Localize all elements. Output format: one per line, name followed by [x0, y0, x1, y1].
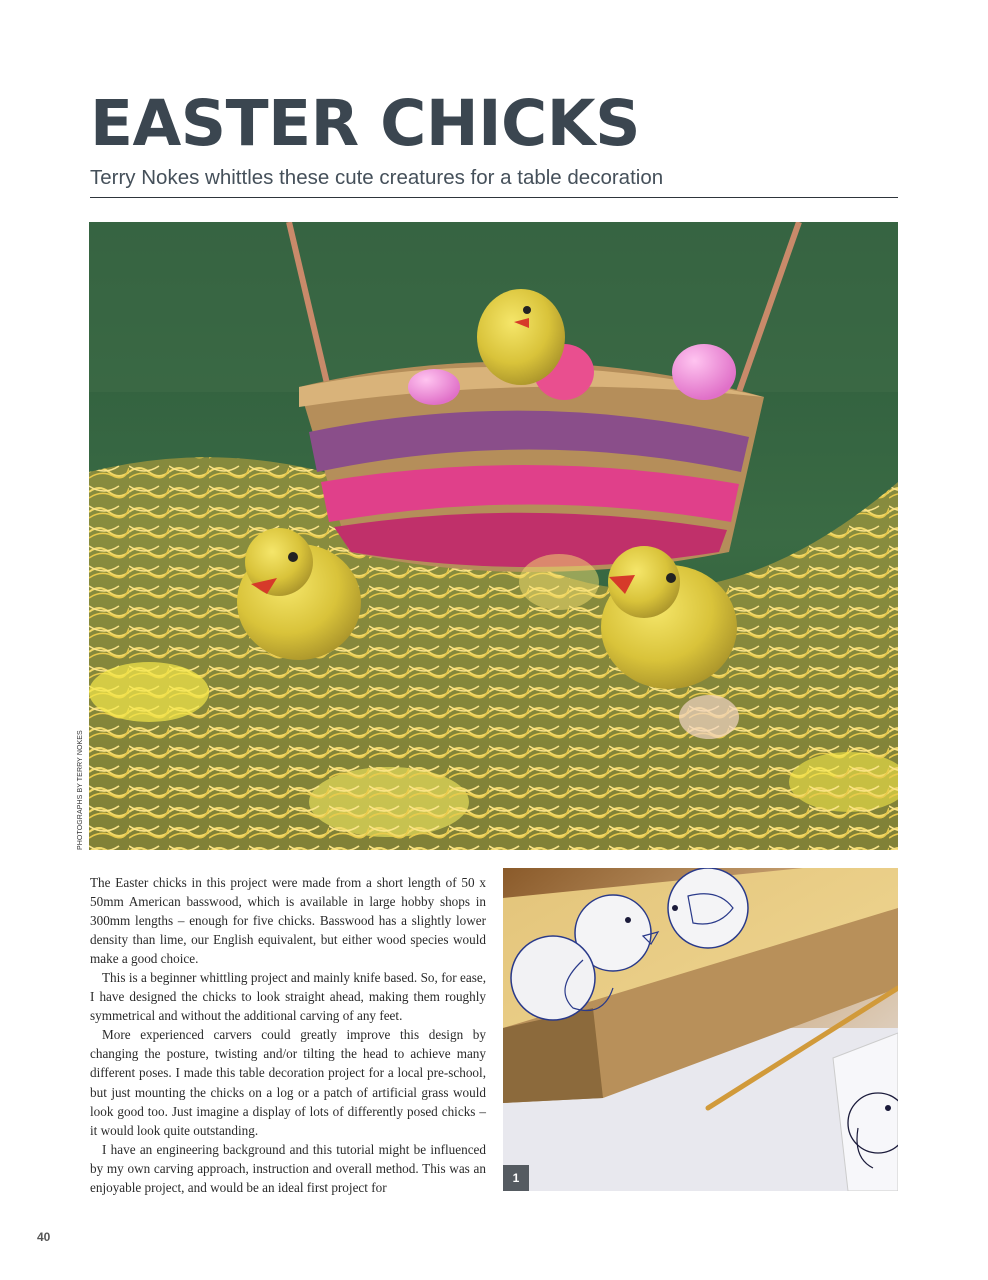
figure-1-basswood-block-with-templates: [503, 868, 898, 1191]
figure-number-badge: 1: [503, 1165, 529, 1191]
article-body: [90, 873, 486, 1197]
body-paragraph: I have an engineering background and this tutorial might be influenced by my own carving approach, instruction and overall method. This was an enjoyable project, and would be an ideal first project for: [90, 1141, 486, 1195]
body-paragraph: More experienced carvers could greatly improve this design by changing the posture, twisting and/or tilting the head to achieve many different poses. I made this table decoration project for a local pre-school, but just mounting the chicks on a log or a patch of artificial grass would look good too. Just imagine a display of lots of differently posed chicks – it would look quite outstanding.: [90, 1027, 486, 1138]
article-title: EASTER CHICKS: [90, 87, 640, 160]
title-divider: [90, 197, 898, 198]
article-subtitle: Terry Nokes whittles these cute creatures for a table decoration: [90, 166, 664, 189]
page-number: 40: [37, 1230, 51, 1244]
body-paragraph: This is a beginner whittling project and mainly knife based. So, for ease, I have designed the chicks to look straight ahead, making them roughly symmetrical and without the additional carving of any feet.: [90, 970, 486, 1024]
photo-credit: PHOTOGRAPHS BY TERRY NOKES: [77, 730, 84, 850]
body-paragraph: The Easter chicks in this project were made from a short length of 50 x 50mm American basswood, which is available in large hobby shops in 300mm lengths – enough for five chicks. Basswood has a slightly lower density than lime, our English equivalent, but either wood species would make a good choice.: [90, 875, 486, 967]
hero-photo-easter-chicks-basket: [89, 222, 898, 850]
